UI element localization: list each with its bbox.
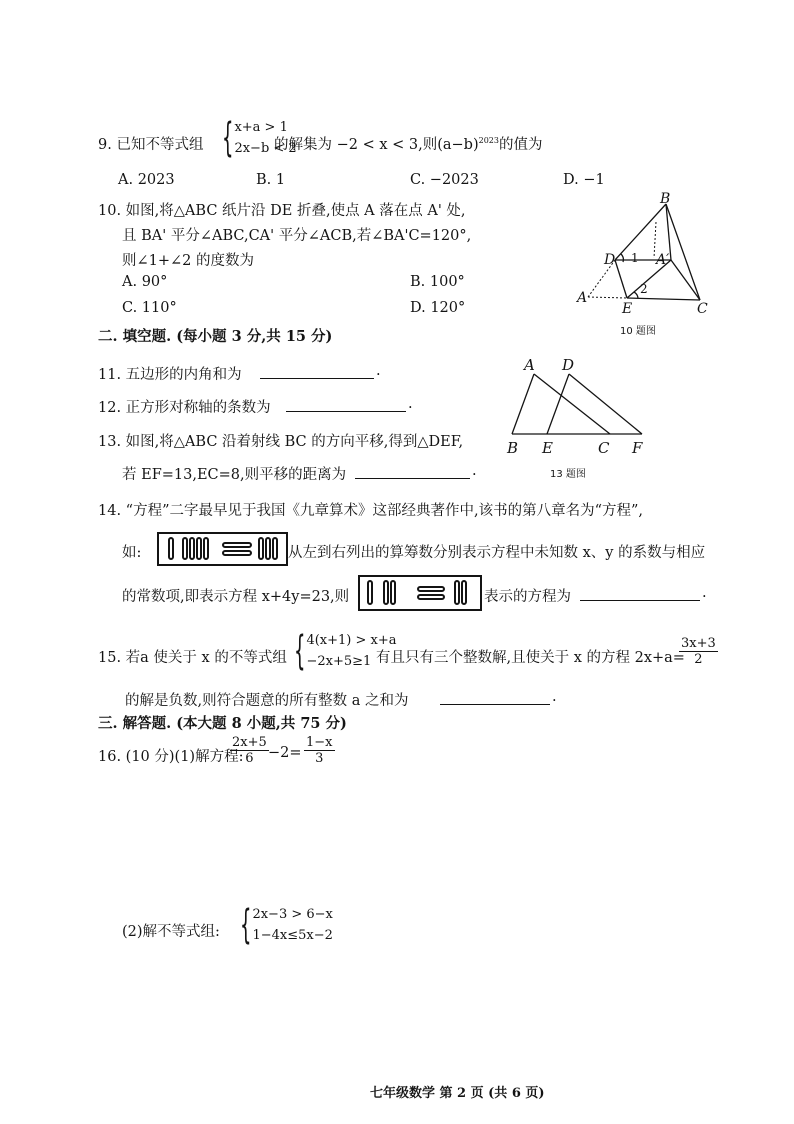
q16-prefix: 16. (10 分)(1)解方程:	[98, 749, 244, 765]
q10-label-2: 2	[640, 282, 648, 296]
counting-rods-icon	[159, 534, 286, 564]
q13-label-b: B	[507, 439, 519, 457]
q15-answer-blank[interactable]	[440, 692, 550, 705]
q15-middle: 有且只有三个整数解,且使关于 x 的方程 2x+a=	[376, 650, 685, 666]
q10-label-aprime: A′	[656, 252, 670, 268]
q14-line1: 14. “方程”二字最早见于我国《九章算术》这部经典著作中,该书的第八章名为“方程”,	[98, 503, 644, 519]
q10-line2: 且 BA' 平分∠ABC,CA' 平分∠ACB,若∠BA'C=120°,	[122, 228, 472, 244]
q16-frac2-num: 1−x	[306, 735, 333, 750]
q16-frac2-den: 3	[315, 751, 324, 766]
q9-sys-line2: 2x−b < 2	[234, 141, 297, 156]
q13-figure-caption: 13 题图	[550, 469, 586, 480]
q16-frac1-den: 6	[245, 751, 254, 766]
q10-angle1-arc	[621, 254, 623, 262]
q13-label-f: F	[632, 439, 643, 457]
q15-sys-line1: 4(x+1) > x+a	[306, 633, 397, 648]
q10-option-b: B. 100°	[410, 274, 465, 290]
q9-option-c: C. −2023	[410, 172, 479, 188]
q10-side-bc	[666, 204, 700, 300]
q10-label-e: E	[622, 301, 633, 317]
q16-fraction-1	[230, 735, 269, 766]
q16-sys-line1: 2x−3 > 6−x	[252, 907, 333, 922]
q16-frac1-num: 2x+5	[232, 735, 267, 750]
q10-option-a: A. 90°	[122, 274, 168, 290]
q14-line3-suffix: 表示的方程为	[484, 589, 571, 605]
q15-frac-num: 3x+3	[681, 636, 716, 651]
q11-text: 11. 五边形的内角和为	[98, 367, 242, 383]
q10-angle2-arc	[634, 292, 638, 298]
q9-option-d: D. −1	[563, 172, 605, 188]
q10-figure-caption: 10 题图	[620, 326, 656, 337]
q9-option-b: B. 1	[256, 172, 286, 188]
q10-label-d: D	[604, 252, 616, 268]
brace-icon: {	[239, 902, 252, 948]
q10-bisector-ca	[671, 260, 700, 300]
q10-label-a: A	[577, 290, 588, 306]
q16-fraction-2	[304, 735, 335, 766]
q9-exponent: 2023	[478, 136, 499, 146]
q10-label-c: C	[697, 301, 708, 317]
counting-rods-icon	[360, 577, 480, 609]
section3-heading: 三. 解答题. (本大题 8 小题,共 75 分)	[98, 715, 347, 732]
q13-label-e: E	[542, 439, 553, 457]
q10-line3: 则∠1+∠2 的度数为	[122, 253, 255, 269]
q15-frac-den: 2	[694, 652, 703, 667]
q16-middle: −2=	[268, 745, 302, 761]
q12-text: 12. 正方形对称轴的条数为	[98, 400, 271, 416]
q13-line1: 13. 如图,将△ABC 沿着射线 BC 的方向平移,得到△DEF,	[98, 434, 464, 450]
q14-rod-example-1	[157, 532, 288, 566]
q13-line2: 若 EF=13,EC=8,则平移的距离为	[122, 467, 347, 483]
q9-option-a: A. 2023	[118, 172, 175, 188]
q9-suffix: 的解集为 −2 < x < 3,则$(a-b)^{2023}$的值为	[274, 136, 543, 153]
q15-line2: 的解是负数,则符合题意的所有整数 a 之和为	[125, 693, 409, 709]
page-footer: 七年级数学 第 2 页 (共 6 页)	[370, 1086, 545, 1101]
brace-icon: {	[221, 115, 234, 161]
q10-figure	[570, 192, 720, 340]
q13-side-de	[547, 374, 569, 434]
q10-line1: 10. 如图,将△ABC 纸片沿 DE 折叠,使点 A 落在点 A' 处,	[98, 203, 466, 219]
q10-option-c: C. 110°	[122, 300, 177, 316]
q15-sys-line2: −2x+5≥1	[306, 654, 372, 669]
q13-label-c: C	[598, 439, 610, 457]
q12-answer-blank[interactable]	[286, 399, 406, 412]
q13-side-df	[569, 374, 642, 434]
section2-heading: 二. 填空题. (每小题 3 分,共 15 分)	[98, 328, 333, 345]
brace-icon: {	[293, 628, 306, 674]
q13-side-ac	[534, 374, 610, 434]
q9-sys-line1: x+a > 1	[234, 120, 288, 135]
q14-answer-blank[interactable]	[580, 588, 700, 601]
q15-fraction	[679, 636, 718, 667]
q14-line2-prefix: 如:	[122, 545, 142, 561]
q13-side-ab	[512, 374, 534, 434]
q10-fold-de	[615, 260, 627, 298]
q14-line2-suffix: 从左到右列出的算筹数分别表示方程中未知数 x、y 的系数与相应	[288, 545, 706, 561]
q10-option-d: D. 120°	[410, 300, 466, 316]
q16-part2-prefix: (2)解不等式组:	[122, 924, 220, 940]
q9-prefix: 9. 已知不等式组	[98, 137, 204, 153]
q16-inequality-system	[226, 904, 333, 946]
q15-prefix: 15. 若a 使关于 x 的不等式组	[98, 650, 287, 666]
q13-figure	[502, 354, 652, 482]
q13-label-d: D	[562, 356, 575, 374]
q10-label-b: B	[660, 192, 671, 207]
q14-line3-prefix: 的常数项,即表示方程 x+4y=23,则	[122, 589, 350, 605]
q10-label-1: 1	[631, 251, 639, 265]
q10-side-ec	[627, 298, 700, 300]
q11-answer-blank[interactable]	[260, 366, 374, 379]
q13-answer-blank[interactable]	[355, 466, 470, 479]
q10-dashed-ae	[588, 297, 627, 298]
q13-label-a: A	[524, 356, 535, 374]
q16-sys-line2: 1−4x≤5x−2	[252, 928, 333, 943]
q14-rod-example-2	[358, 575, 482, 611]
